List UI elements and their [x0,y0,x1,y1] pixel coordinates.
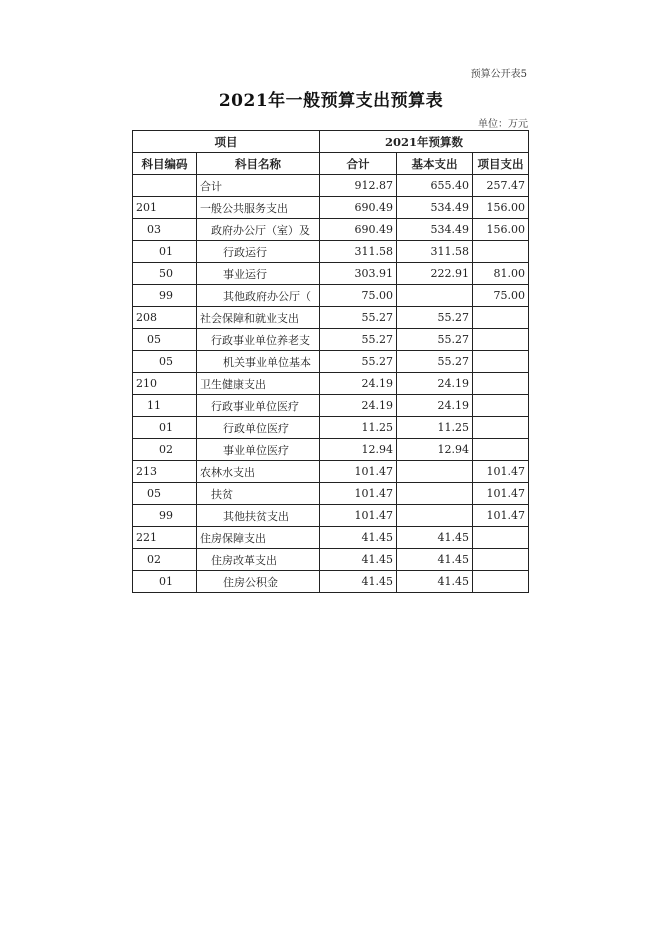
cell-total: 55.27 [320,351,397,373]
cell-total: 912.87 [320,175,397,197]
header-total: 合计 [320,153,397,175]
header-project: 项目支出 [473,153,529,175]
cell-total: 41.45 [320,549,397,571]
cell-name: 合计 [197,175,320,197]
table-row [133,307,529,329]
cell-project: 75.00 [473,285,529,307]
cell-code: 213 [133,461,197,483]
cell-basic: 222.91 [397,263,473,285]
cell-basic [397,505,473,527]
cell-name: 其他扶贫支出 [197,505,320,527]
cell-name: 农林水支出 [197,461,320,483]
cell-basic [397,461,473,483]
table-row [133,417,529,439]
table-row [133,329,529,351]
cell-code: 221 [133,527,197,549]
cell-code: 99 [133,505,197,527]
table-row [133,461,529,483]
table-row [133,373,529,395]
table-row [133,351,529,373]
cell-code: 01 [133,417,197,439]
cell-total: 101.47 [320,461,397,483]
cell-total: 690.49 [320,197,397,219]
cell-basic: 534.49 [397,197,473,219]
unit-label: 单位：万元 [478,119,528,130]
table-row [133,505,529,527]
cell-code: 208 [133,307,197,329]
cell-total: 311.58 [320,241,397,263]
cell-project: 257.47 [473,175,529,197]
cell-name: 住房改革支出 [197,549,320,571]
cell-name: 行政事业单位养老支 [197,329,320,351]
cell-basic: 55.27 [397,307,473,329]
cell-code: 05 [133,483,197,505]
cell-project: 81.00 [473,263,529,285]
cell-total: 303.91 [320,263,397,285]
cell-name: 住房公积金 [197,571,320,593]
cell-total: 11.25 [320,417,397,439]
cell-basic: 311.58 [397,241,473,263]
cell-total: 101.47 [320,505,397,527]
table-row [133,197,529,219]
cell-basic: 41.45 [397,571,473,593]
cell-project: 101.47 [473,461,529,483]
cell-name: 扶贫 [197,483,320,505]
cell-name: 行政事业单位医疗 [197,395,320,417]
cell-basic: 11.25 [397,417,473,439]
cell-project [473,571,529,593]
cell-basic: 55.27 [397,351,473,373]
cell-code: 210 [133,373,197,395]
cell-code: 05 [133,329,197,351]
cell-total: 41.45 [320,527,397,549]
cell-name: 行政运行 [197,241,320,263]
cell-basic [397,285,473,307]
table-body [133,175,529,593]
page-title: 2021年一般预算支出预算表 [218,91,444,111]
cell-project [473,351,529,373]
cell-total: 41.45 [320,571,397,593]
budget-table [132,130,529,593]
table-row [133,549,529,571]
cell-name: 行政单位医疗 [197,417,320,439]
table-row [133,219,529,241]
table-row [133,395,529,417]
cell-project [473,395,529,417]
table-row [133,439,529,461]
cell-basic: 655.40 [397,175,473,197]
table-row [133,175,529,197]
cell-project [473,329,529,351]
cell-code: 03 [133,219,197,241]
cell-total: 75.00 [320,285,397,307]
cell-code: 01 [133,241,197,263]
cell-name: 事业单位医疗 [197,439,320,461]
table-row [133,571,529,593]
table-row [133,285,529,307]
cell-basic: 24.19 [397,395,473,417]
cell-project [473,373,529,395]
cell-total: 24.19 [320,395,397,417]
header-code: 科目编码 [133,153,197,175]
cell-project [473,307,529,329]
cell-code [133,175,197,197]
header-row-columns [133,153,529,175]
cell-project [473,417,529,439]
header-project-group: 项目 [133,131,320,153]
cell-project: 101.47 [473,505,529,527]
cell-code: 01 [133,571,197,593]
cell-total: 12.94 [320,439,397,461]
cell-name: 事业运行 [197,263,320,285]
cell-project [473,241,529,263]
cell-basic: 24.19 [397,373,473,395]
cell-project [473,527,529,549]
cell-name: 一般公共服务支出 [197,197,320,219]
cell-name: 卫生健康支出 [197,373,320,395]
cell-code: 05 [133,351,197,373]
cell-project: 156.00 [473,219,529,241]
cell-project: 156.00 [473,197,529,219]
cell-basic: 12.94 [397,439,473,461]
cell-total: 55.27 [320,329,397,351]
cell-code: 201 [133,197,197,219]
cell-code: 50 [133,263,197,285]
table-row [133,241,529,263]
cell-project: 101.47 [473,483,529,505]
cell-project [473,549,529,571]
header-budget-group: 2021年预算数 [320,131,529,153]
cell-code: 99 [133,285,197,307]
document-label: 预算公开表5 [470,69,527,80]
cell-basic: 534.49 [397,219,473,241]
cell-name: 住房保障支出 [197,527,320,549]
cell-code: 11 [133,395,197,417]
cell-name: 社会保障和就业支出 [197,307,320,329]
cell-project [473,439,529,461]
cell-basic: 41.45 [397,527,473,549]
cell-name: 政府办公厅（室）及 [197,219,320,241]
header-name: 科目名称 [197,153,320,175]
cell-code: 02 [133,549,197,571]
table-row [133,263,529,285]
cell-basic [397,483,473,505]
table-row [133,483,529,505]
header-basic: 基本支出 [397,153,473,175]
cell-total: 55.27 [320,307,397,329]
cell-total: 24.19 [320,373,397,395]
cell-total: 101.47 [320,483,397,505]
cell-basic: 55.27 [397,329,473,351]
cell-name: 其他政府办公厅（ [197,285,320,307]
cell-code: 02 [133,439,197,461]
cell-total: 690.49 [320,219,397,241]
table-row [133,527,529,549]
cell-name: 机关事业单位基本 [197,351,320,373]
cell-basic: 41.45 [397,549,473,571]
header-row-group [133,131,529,153]
